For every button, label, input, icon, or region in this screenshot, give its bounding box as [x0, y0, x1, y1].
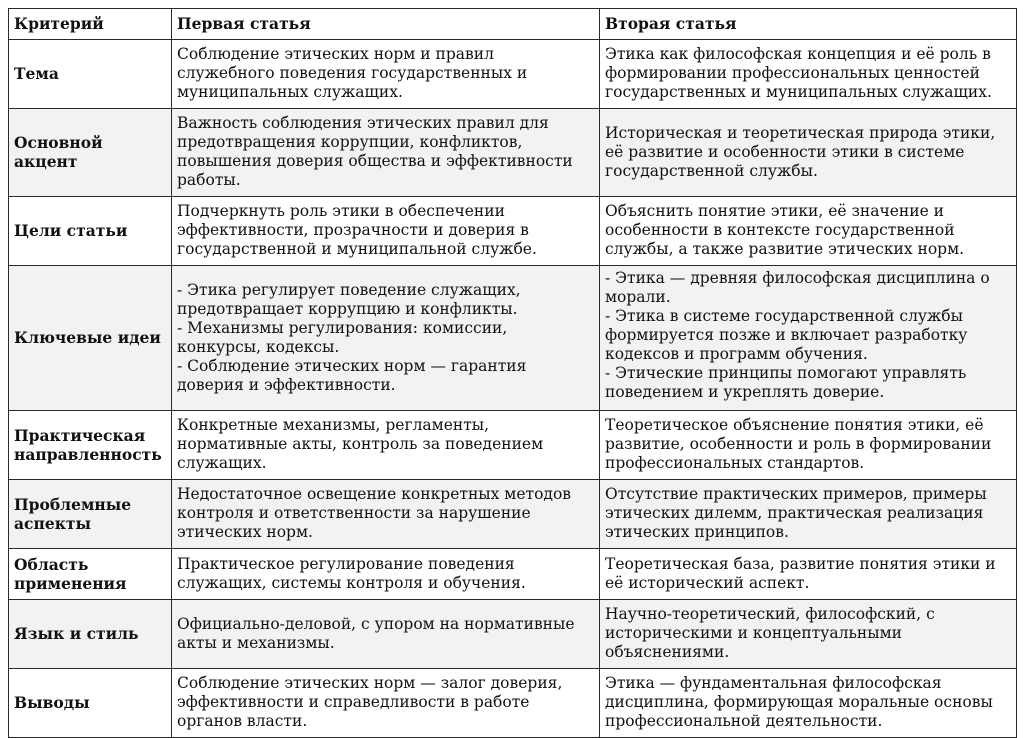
criterion-cell: Выводы	[9, 669, 172, 738]
table-body	[9, 40, 1017, 738]
criterion-cell: Практическая направленность	[9, 411, 172, 480]
table-row	[9, 109, 1017, 197]
criterion-cell: Ключевые идеи	[9, 266, 172, 411]
table-row	[9, 266, 1017, 411]
second-article-cell: Историческая и теоретическая природа этики, её развитие и особенности этики в системе государственной службы.	[600, 109, 1017, 197]
criterion-cell: Язык и стиль	[9, 600, 172, 669]
table-row	[9, 549, 1017, 600]
first-article-cell: Официально-деловой, с упором на нормативные акты и механизмы.	[172, 600, 600, 669]
first-article-cell: Недостаточное освещение конкретных методов контроля и ответственности за нарушение этических норм.	[172, 480, 600, 549]
table-row	[9, 197, 1017, 266]
first-article-cell: Важность соблюдения этических правил для предотвращения коррупции, конфликтов, повышения доверия общества и эффективности работы.	[172, 109, 600, 197]
criterion-cell: Цели статьи	[9, 197, 172, 266]
second-article-cell: Объяснить понятие этики, её значение и особенности в контексте государственной службы, а также развитие этических норм.	[600, 197, 1017, 266]
first-article-cell: Соблюдение этических норм и правил служебного поведения государственных и муниципальных служащих.	[172, 40, 600, 109]
table-row	[9, 669, 1017, 738]
second-article-cell: Теоретическая база, развитие понятия этики и её исторический аспект.	[600, 549, 1017, 600]
table-header	[9, 9, 1017, 40]
first-article-cell: - Этика регулирует поведение служащих, предотвращает коррупцию и конфликты. - Механизмы регулирования: комиссии, конкурсы, кодексы. - Соблюдение этических норм — гарантия доверия и эффективности.	[172, 266, 600, 411]
header-criterion: Критерий	[9, 9, 172, 40]
second-article-cell: Этика как философская концепция и её роль в формировании профессиональных ценностей государственных и муниципальных служащих.	[600, 40, 1017, 109]
table-row	[9, 480, 1017, 549]
header-first-article: Первая статья	[172, 9, 600, 40]
first-article-cell: Конкретные механизмы, регламенты, нормативные акты, контроль за поведением служащих.	[172, 411, 600, 480]
header-row	[9, 9, 1017, 40]
first-article-cell: Практическое регулирование поведения служащих, системы контроля и обучения.	[172, 549, 600, 600]
table-row	[9, 411, 1017, 480]
second-article-cell: Теоретическое объяснение понятия этики, её развитие, особенности и роль в формировании профессиональных стандартов.	[600, 411, 1017, 480]
criterion-cell: Область применения	[9, 549, 172, 600]
comparison-table	[8, 8, 1017, 738]
second-article-cell: - Этика — древняя философская дисциплина о морали. - Этика в системе государственной службы формируется позже и включает разработку кодексов и программ обучения. - Этические принципы помогают управлять поведением и укреплять доверие.	[600, 266, 1017, 411]
second-article-cell: Отсутствие практических примеров, примеры этических дилемм, практическая реализация этических принципов.	[600, 480, 1017, 549]
first-article-cell: Подчеркнуть роль этики в обеспечении эффективности, прозрачности и доверия в государственной и муниципальной службе.	[172, 197, 600, 266]
criterion-cell: Тема	[9, 40, 172, 109]
table-row	[9, 600, 1017, 669]
second-article-cell: Этика — фундаментальная философская дисциплина, формирующая моральные основы профессиональной деятельности.	[600, 669, 1017, 738]
table-row	[9, 40, 1017, 109]
criterion-cell: Основной акцент	[9, 109, 172, 197]
criterion-cell: Проблемные аспекты	[9, 480, 172, 549]
header-second-article: Вторая статья	[600, 9, 1017, 40]
second-article-cell: Научно-теоретический, философский, с историческими и концептуальными объяснениями.	[600, 600, 1017, 669]
first-article-cell: Соблюдение этических норм — залог доверия, эффективности и справедливости в работе органов власти.	[172, 669, 600, 738]
